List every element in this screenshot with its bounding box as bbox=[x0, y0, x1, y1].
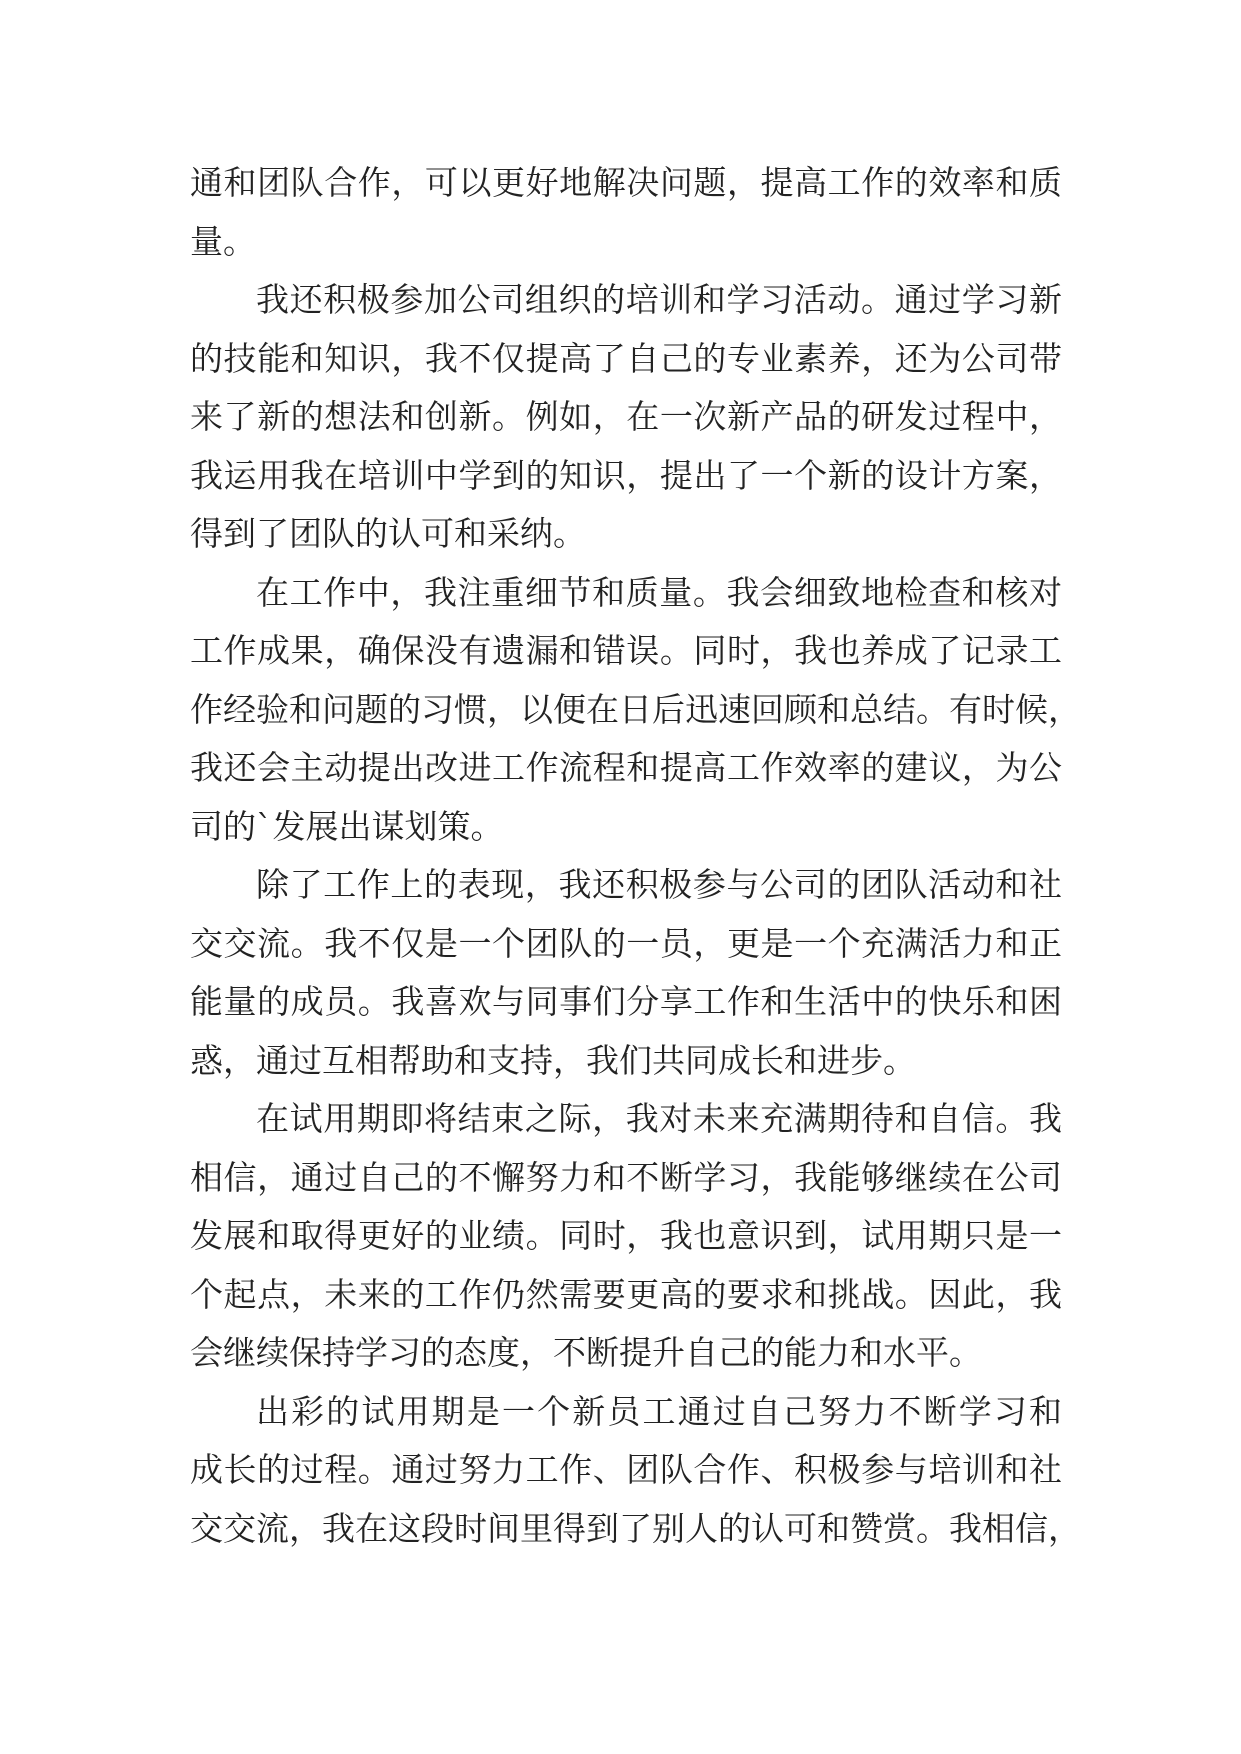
text-line: 会继续保持学习的态度，不断提升自己的能力和水平。 bbox=[190, 1333, 982, 1372]
text-line: 个起点，未来的工作仍然需要更高的要求和挑战。因此，我 bbox=[190, 1274, 1062, 1314]
text-line: 发展和取得更好的业绩。同时，我也意识到，试用期只是一 bbox=[190, 1216, 1062, 1255]
text-line: 司的`发展出谋划策。 bbox=[190, 806, 504, 846]
text-line: 能量的成员。我喜欢与同事们分享工作和生活中的快乐和困 bbox=[190, 982, 1062, 1021]
text-line: 交交流。我不仅是一个团队的一员，更是一个充满活力和正 bbox=[190, 923, 1062, 963]
text-line: 交交流，我在这段时间里得到了别人的认可和赞赏。我相信， bbox=[190, 1508, 1081, 1548]
text-line: 在工作中，我注重细节和质量。我会细致地检查和核对 bbox=[256, 572, 1062, 612]
text-line: 我运用我在培训中学到的知识，提出了一个新的设计方案， bbox=[190, 455, 1062, 495]
text-line: 我还积极参加公司组织的培训和学习活动。通过学习新 bbox=[256, 280, 1062, 319]
text-line: 作经验和问题的习惯，以便在日后迅速回顾和总结。有时候， bbox=[190, 689, 1081, 729]
text-line: 惑，通过互相帮助和支持，我们共同成长和进步。 bbox=[190, 1040, 916, 1080]
text-line: 来了新的想法和创新。例如，在一次新产品的研发过程中， bbox=[190, 397, 1062, 436]
text-line: 的技能和知识，我不仅提高了自己的专业素养，还为公司带 bbox=[190, 338, 1062, 378]
document-body bbox=[190, 154, 1081, 1558]
text-line: 在试用期即将结束之际，我对未来充满期待和自信。我 bbox=[256, 1099, 1062, 1138]
text-line: 出彩的试用期是一个新员工通过自己努力不断学习和 bbox=[256, 1391, 1062, 1431]
text-line: 除了工作上的表现，我还积极参与公司的团队活动和社 bbox=[256, 865, 1062, 904]
text-line: 通和团队合作，可以更好地解决问题，提高工作的效率和质 bbox=[190, 163, 1062, 202]
text-line: 工作成果，确保没有遗漏和错误。同时，我也养成了记录工 bbox=[190, 631, 1062, 670]
text-line: 量。 bbox=[190, 221, 256, 261]
text-line: 我还会主动提出改进工作流程和提高工作效率的建议，为公 bbox=[190, 748, 1062, 787]
text-line: 成长的过程。通过努力工作、团队合作、积极参与培训和社 bbox=[190, 1450, 1062, 1489]
text-line: 相信，通过自己的不懈努力和不断学习，我能够继续在公司 bbox=[190, 1157, 1062, 1197]
text-line: 得到了团队的认可和采纳。 bbox=[190, 514, 586, 553]
